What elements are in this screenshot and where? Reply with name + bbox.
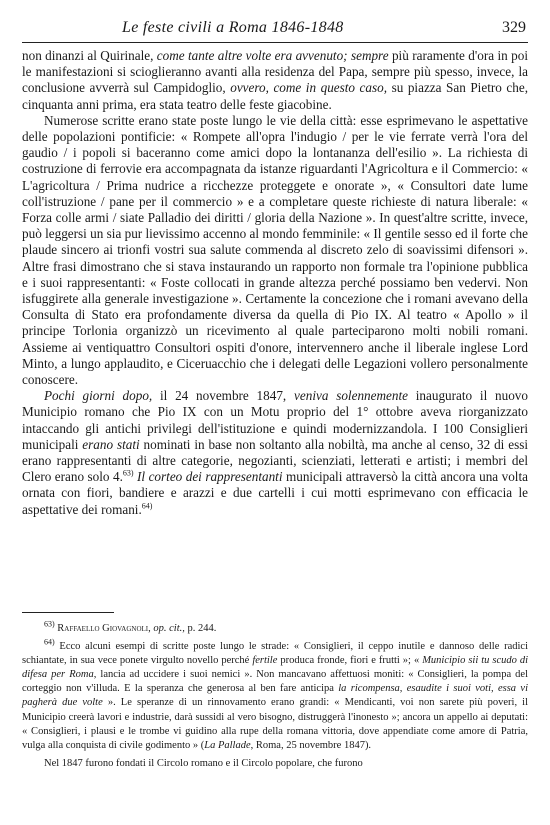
footnote-mark: 63) xyxy=(44,619,55,629)
text-run: Ecco alcuni esempi di scritte poste lungo le strade: « Consiglieri, il ceppo inutile e dannoso delle radici schiantate, in sua vece ponete virgulto novello perché xyxy=(22,641,528,667)
page-header xyxy=(22,18,528,43)
footnotes xyxy=(22,619,528,775)
footnote-separator xyxy=(22,612,114,613)
paragraph-3 xyxy=(22,388,528,518)
italic-run: Municipio sii tu scudo di difesa per Roma xyxy=(22,655,528,681)
page-number: 329 xyxy=(502,19,526,36)
italic-run: come tante altre volte era avvenuto; sempre xyxy=(156,48,389,63)
italic-run: la ricompensa, esaudite i suoi voti, essa vi pagherà due volte xyxy=(22,683,528,709)
running-title: Le feste civili a Roma 1846-1848 xyxy=(122,19,344,36)
text-run: produca fronde, fiori e frutti »; « xyxy=(277,655,423,667)
body-text xyxy=(22,48,528,518)
italic-run: Il corteo dei rappresentanti xyxy=(133,469,283,485)
text-run: , lancia ad uccidere i suoi nemici ». Non mancavano affettuosi moniti: « Consiglieri, la pompa del corteggio non v'illuda. E la speranza che generosa al ben fare anticipa xyxy=(22,669,528,695)
footnote-mark: 64) xyxy=(44,637,55,647)
italic-run: La Pallade xyxy=(204,739,251,751)
text-run: municipali attraversò la città ancora una volta ornata con fiori, bandiere e arazzi e due cartelli i cui motti esprimevano con efficacia le aspettative dei romani. xyxy=(22,469,528,517)
footnote-author: Raffaello Giovagnoli, xyxy=(57,623,151,634)
footnote-continuation: Nel 1847 furono fondati il Circolo romano e il Circolo popolare, che furono xyxy=(44,757,363,769)
text-run: il 24 novembre 1847, xyxy=(152,388,295,404)
italic-run: op. cit., xyxy=(150,623,185,634)
text-run: nominati in base non soltanto alla nobiltà, ma anche al censo, 32 di essi erano rappresentanti di altre categorie, negozianti, scienziati, letterati e artisti; i membri del Clero erano solo 4. xyxy=(22,436,529,485)
text-run: non dinanzi al Quirinale, xyxy=(22,48,157,63)
footnote-ref-63[interactable]: 63) xyxy=(122,468,134,478)
text-run: p. 244. xyxy=(184,623,217,634)
footnote-ref-64[interactable]: 64) xyxy=(141,501,153,511)
italic-run: ovvero, come in questo caso, xyxy=(230,80,388,96)
text-run: , Roma, 25 novembre 1847). xyxy=(250,739,372,751)
paragraph-2: Numerose scritte erano state poste lungo le vie della città: esse esprimevano le aspettative delle popolazioni pontificie: « Rompete all'opra l'indugio / per le vie ferrate verrà l'ora del gaudio / i popoli si baceranno come amici dopo la lontananza dell'esilio ». La richiesta di costruzione di ferrovie era accompagnata da istanze riguardanti l'Agricoltura e il Commercio: « L'agricoltura / Prima nudrice a ricchezze proteggete e onorate », « Consultori date lume coll'istruzione / pane per il commercio » e a completare queste richieste di natura liberale: « Forza colle armi / siate Palladio dei diritti / gloria della Nazione ». In quest'altre scritte, invece, può leggersi un sia pur lievissimo accenno al mondo femminile: « Il gentile sesso ed il forte che plaude sincero ai trionfi vostri sua salute commenda al discreto zelo di soavissimi difensori ». Altre frasi dimostrano che si stava instaurando un rapporto non formale tra l'opinione pubblica e i suoi rappresentanti: « Foste collocati in grande altezza perché possiamo ben vedervi. Non isfuggirete alla generale investigazione ». Certamente la concezione che i romani avevano della Consulta di Stato era profondamente diversa da quella di Pio IX. Al teatro « Apollo » il principe Torlonia organizzò un ricevimento al quale parteciparono molti nobili romani. Assieme ai ventiquattro Consultori ospiti d'onore, intervennero anche il liberale inglese Lord Minto, a lungo applaudito, e Ciceruacchio che i delegati delle Legazioni vollero personalmente conoscere. xyxy=(22,112,528,388)
italic-run: Pochi giorni dopo, xyxy=(44,388,153,404)
footnote-64 xyxy=(22,637,528,753)
italic-run: veniva solennemente xyxy=(294,388,408,404)
text-run: su piazza San Pietro che, cinquanta anni prima, era stata teatro delle feste giacobine. xyxy=(22,80,528,112)
text-run: inaugurato il nuovo Municipio romano che Pio IX con un Motu proprio del 1° ottobre aveva riorganizzato intaccando gli antichi privilegi dell'istituzione e quindi modernizzandola. I 100 Consiglieri municipali xyxy=(22,388,528,452)
text-run: ». Le speranze di un rinnovamento erano grandi: « Mendicanti, voi non sarete più poveri, il Municipio creerà lavori e industrie, darà sussidi al vero bisogno, distruggerà l'inonesto »; ancora un appello ai deputati: « Consiglieri, i plausi e le trombe vi guidino alla rupe della romana vittoria, dove appendiate come amore di Patria, vulga alla conquista di civile godimento » ( xyxy=(22,697,528,751)
italic-run: fertile xyxy=(252,655,278,667)
italic-run: erano stati xyxy=(82,436,140,452)
footnote-63 xyxy=(22,619,528,636)
paragraph-1 xyxy=(22,48,528,113)
text-run: più raramente d'ora in poi le manifestazioni si scioglieranno avanti alla residenza del Papa, sempre più spesso, invece, la conclusione avverrà sul Campidoglio, xyxy=(22,48,529,96)
